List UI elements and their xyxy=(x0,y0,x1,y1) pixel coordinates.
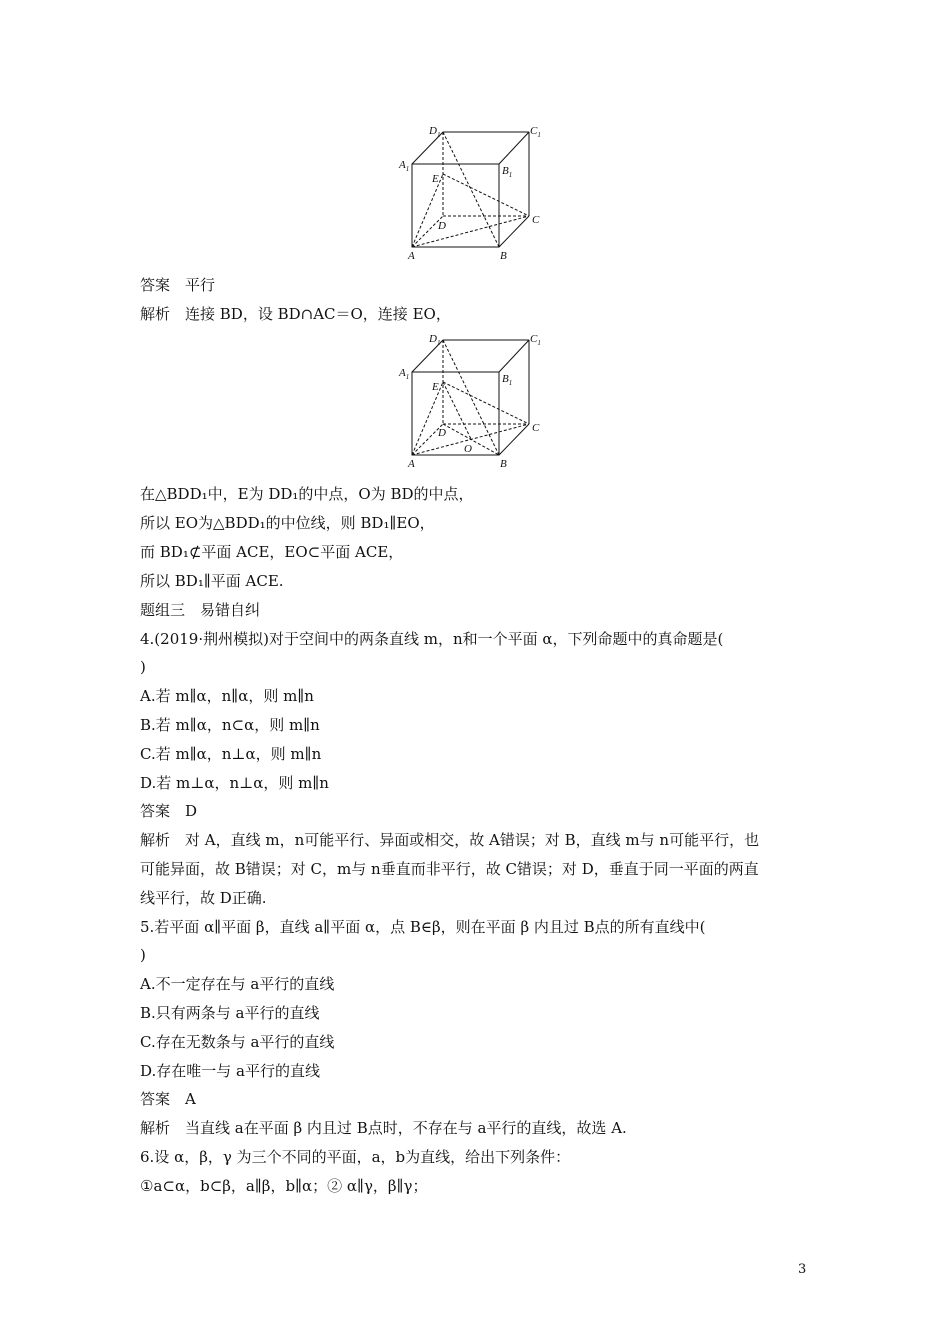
label-O: O xyxy=(464,443,472,455)
question-5: 5.若平面 α∥平面 β，直线 a∥平面 α，点 B∈β，则在平面 β 内且过 B点的所有直线中( xyxy=(140,918,706,936)
analysis-4-line-1: 解析 对 A，直线 m，n可能平行、异面或相交，故 A错误；对 B，直线 m与 n可能平行，也 xyxy=(140,831,760,849)
analysis-4-line-2: 可能异面，故 B错误；对 C，m与 n垂直而非平行，故 C错误；对 D，垂直于同一平面的两直 xyxy=(140,860,759,878)
question-4-option-b: B.若 m∥α，n⊂α，则 m∥n xyxy=(140,716,320,734)
label-A: A xyxy=(408,458,415,470)
label-D: D xyxy=(438,427,446,439)
label-C1: $C_1$ xyxy=(530,333,541,347)
analysis-5-line-1: 解析 当直线 a在平面 β 内且过 B点时，不存在与 a平行的直线，故选 A. xyxy=(140,1119,627,1137)
label-A1: $A_1$ xyxy=(399,159,410,173)
proof-line-3: 而 BD₁⊄平面 ACE，EO⊂平面 ACE， xyxy=(140,543,404,561)
question-6-conditions: ①a⊂α，b⊂β，a∥β，b∥α；② α∥γ，β∥γ； xyxy=(140,1177,428,1195)
label-D1: $D_1$ xyxy=(429,125,441,139)
analysis-4-line-3: 线平行，故 D正确. xyxy=(140,889,267,907)
analysis-line-1: 解析 连接 BD，设 BD∩AC＝O，连接 EO， xyxy=(140,305,451,323)
label-A: A xyxy=(408,250,415,262)
answer-line-4: 答案 D xyxy=(140,802,198,820)
label-C: C xyxy=(532,422,540,434)
label-B1: $B_1$ xyxy=(502,373,513,387)
section-heading: 题组三 易错自纠 xyxy=(140,601,261,619)
question-6: 6.设 α，β，γ 为三个不同的平面，a，b为直线，给出下列条件： xyxy=(140,1148,571,1166)
question-5-option-d: D.存在唯一与 a平行的直线 xyxy=(140,1062,320,1080)
question-4-option-a: A.若 m∥α，n∥α，则 m∥n xyxy=(140,687,314,705)
question-5-option-c: C.存在无数条与 a平行的直线 xyxy=(140,1033,335,1051)
label-B: B xyxy=(500,458,507,470)
question-5-option-b: B.只有两条与 a平行的直线 xyxy=(140,1004,320,1022)
label-E: E xyxy=(432,381,439,393)
label-D1: $D_1$ xyxy=(429,333,441,347)
proof-line-4: 所以 BD₁∥平面 ACE. xyxy=(140,572,284,590)
label-A1: $A_1$ xyxy=(399,367,410,381)
question-4-option-c: C.若 m∥α，n⊥α，则 m∥n xyxy=(140,745,322,763)
label-C1: $C_1$ xyxy=(530,125,541,139)
proof-line-1: 在△BDD₁中，E为 DD₁的中点，O为 BD的中点， xyxy=(140,485,474,503)
label-B: B xyxy=(500,250,507,262)
label-E: E xyxy=(432,173,439,185)
question-4: 4.(2019·荆州模拟)对于空间中的两条直线 m，n和一个平面 α，下列命题中的真命题是( xyxy=(140,630,724,648)
label-D: D xyxy=(438,220,446,232)
answer-line-5: 答案 A xyxy=(140,1090,196,1108)
cube-figure-1 xyxy=(396,120,556,262)
answer-line-1: 答案 平行 xyxy=(140,276,216,294)
question-5-option-a: A.不一定存在与 a平行的直线 xyxy=(140,975,335,993)
cube-figure-2 xyxy=(396,328,556,470)
label-B1: $B_1$ xyxy=(502,165,513,179)
page-number: 3 xyxy=(798,1262,807,1277)
question-4-option-d: D.若 m⊥α，n⊥α，则 m∥n xyxy=(140,774,329,792)
question-5-paren: ) xyxy=(140,946,146,964)
question-4-paren: ) xyxy=(140,658,146,676)
proof-line-2: 所以 EO为△BDD₁的中位线，则 BD₁∥EO， xyxy=(140,514,435,532)
label-C: C xyxy=(532,214,540,226)
